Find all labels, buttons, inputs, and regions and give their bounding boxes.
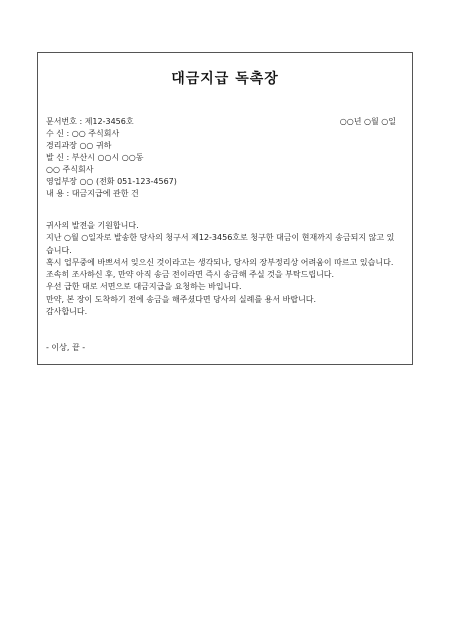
letter-body [46, 220, 402, 318]
body-paragraph: 귀사의 발전을 기원합니다. [46, 221, 139, 230]
body-paragraph: 만약, 본 장이 도착하기 전에 송금을 해주셨다면 당사의 실례를 용서 바랍니다. [46, 294, 317, 304]
body-paragraph: 혹시 업무중에 바쁘셔서 잊으신 것이라고는 생각되나, 당사의 장부정리상 어려움이 따르고 있습니다. 조속히 조사하신 후, 만약 아직 송금 전이라면 즉시 송금해 주실 것을 부탁드립니다. [46, 257, 394, 280]
document-frame [37, 52, 413, 365]
sender-address: 발 신 : 부산시 ○○시 ○○동 [46, 153, 144, 162]
document-date: ○○년 ○월 ○일 [339, 117, 396, 126]
doc-number: 문서번호 : 제12-3456호 [46, 117, 134, 126]
body-paragraph: 지난 ○월 ○일자로 발송한 당사의 청구서 제12-3456호로 청구한 대금이 현재까지 송금되지 않고 있습니다. [46, 233, 395, 255]
recipient-company: 수 신 : ○○ 주식회사 [46, 129, 120, 138]
closing-line: - 이상, 끝 - [46, 343, 86, 352]
body-paragraph: 감사합니다. [46, 307, 88, 317]
subject-line: 내 용 : 대금지급에 관한 건 [46, 189, 139, 198]
body-paragraph: 우선 급한 대로 서면으로 대금지급을 요청하는 바입니다. [46, 282, 242, 292]
document-title: 대금지급 독촉장 [171, 71, 279, 87]
recipient-person: 경리과장 ○○ 귀하 [46, 141, 112, 150]
sender-person: 영업부장 ○○ (전화 051-123-4567) [46, 177, 177, 186]
sender-company: ○○ 주식회사 [46, 165, 94, 174]
